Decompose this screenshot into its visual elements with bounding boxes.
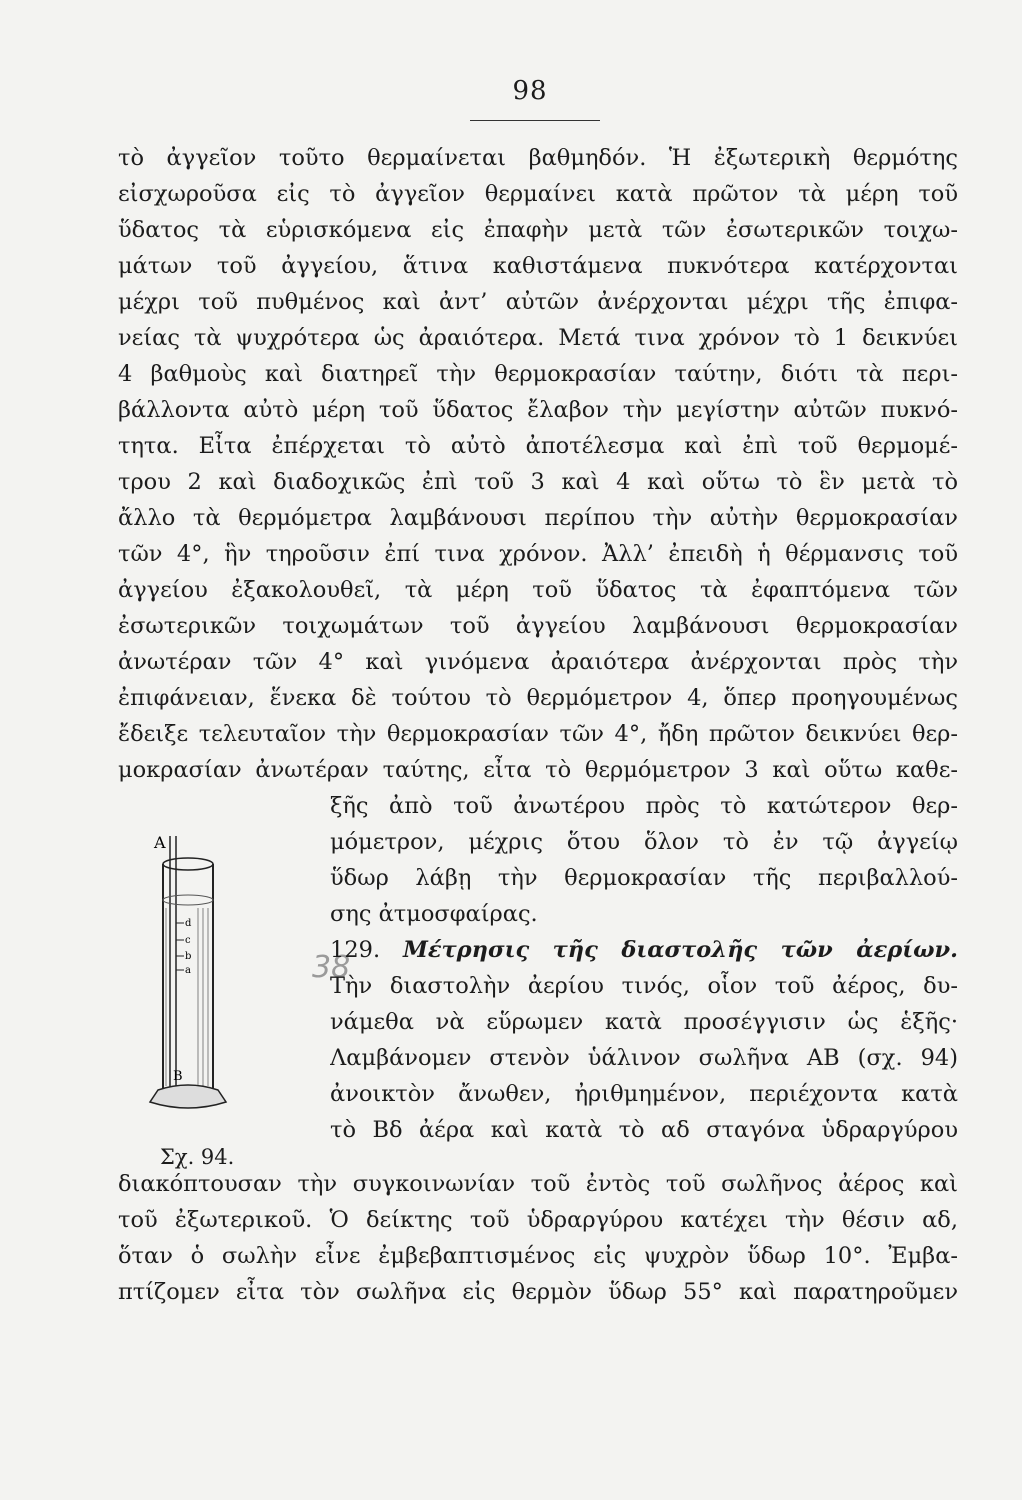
figure-caption: Σχ. 94.	[160, 1145, 235, 1169]
body-line: ἀγγείου ἐξακολουθεῖ, τὰ μέρη τοῦ ὕδατος τὰ ἐφαπτόμενα τῶν	[118, 577, 958, 603]
body-line: ὅταν ὁ σωλὴν εἶνε ἐμβεβαπτισμένος εἰς ψυχρὸν ὕδωρ 10°. Ἐμβα-	[118, 1243, 958, 1269]
body-line: βάλλοντα αὐτὸ μέρη τοῦ ὕδατος ἔλαβον τὴν μεγίστην αὐτῶν πυκνό-	[118, 397, 958, 423]
body-line: τὸ ἀγγεῖον τοῦτο θερμαίνεται βαθμηδόν. Ἡ ἐξωτερικὴ θερμότης	[118, 145, 958, 171]
body-line: ὕδατος τὰ εὑρισκόμενα εἰς ἐπαφὴν μετὰ τῶν ἐσωτερικῶν τοιχω-	[118, 217, 958, 243]
body-line: τητα. Εἶτα ἐπέρχεται τὸ αὐτὸ ἀποτέλεσμα καὶ ἐπὶ τοῦ θερμομέ-	[118, 433, 958, 459]
figure-scale-mark: b	[185, 951, 192, 962]
wrap-line: ὕδωρ λάβῃ τὴν θερμοκρασίαν τῆς περιβαλλού-	[330, 865, 958, 891]
section-line: Τὴν διαστολὴν ἀερίου τινός, οἷον τοῦ ἀέρος, δυ-	[330, 973, 958, 999]
graduated-tube-illustration	[140, 828, 260, 1128]
pencil-annotation: 38	[312, 950, 351, 985]
figure-94	[140, 828, 260, 1128]
body-line: πτίζομεν εἶτα τὸν σωλῆνα εἰς θερμὸν ὕδωρ 55° καὶ παρατηροῦμεν	[118, 1279, 958, 1305]
body-line: τῶν 4°, ἣν τηροῦσιν ἐπί τινα χρόνον. Ἀλλ’ ἐπειδὴ ἡ θέρμανσις τοῦ	[118, 541, 958, 567]
section-line: τὸ Βδ ἀέρα καὶ κατὰ τὸ αδ σταγόνα ὑδραργύρου	[330, 1117, 958, 1143]
figure-scale-mark: a	[185, 965, 191, 976]
wrap-line: ξῆς ἀπὸ τοῦ ἀνωτέρου πρὸς τὸ κατώτερον θερ-	[330, 793, 958, 819]
section-title: Μέτρησις τῆς διαστολῆς τῶν ἀερίων.	[402, 937, 958, 963]
body-line: 4 βαθμοὺς καὶ διατηρεῖ τὴν θερμοκρασίαν ταύτην, διότι τὰ περι-	[118, 361, 958, 387]
body-line: τοῦ ἐξωτερικοῦ. Ὁ δείκτης τοῦ ὑδραργύρου κατέχει τὴν θέσιν αδ,	[118, 1207, 958, 1233]
wrap-line: σης ἀτμοσφαίρας.	[330, 901, 538, 927]
figure-scale-mark: c	[185, 935, 191, 946]
wrap-line: μόμετρον, μέχρις ὅτου ὅλον τὸ ἐν τῷ ἀγγείῳ	[330, 829, 958, 855]
page-number: 98	[512, 76, 548, 106]
body-line: μέχρι τοῦ πυθμένος καὶ ἀντ’ αὐτῶν ἀνέρχονται μέχρι τῆς ἐπιφα-	[118, 289, 958, 315]
body-line: διακόπτουσαν τὴν συγκοινωνίαν τοῦ ἐντὸς τοῦ σωλῆνος ἀέρος καὶ	[118, 1171, 958, 1197]
section-heading	[330, 932, 958, 968]
body-line: τρου 2 καὶ διαδοχικῶς ἐπὶ τοῦ 3 καὶ 4 καὶ οὕτω τὸ ἓν μετὰ τὸ	[118, 469, 958, 495]
body-line: ἄλλο τὰ θερμόμετρα λαμβάνουσι περίπου τὴν αὐτὴν θερμοκρασίαν	[118, 505, 958, 531]
figure-label-b: B	[173, 1069, 183, 1084]
section-line: Λαμβάνομεν στενὸν ὑάλινον σωλῆνα ΑΒ (σχ. 94)	[330, 1045, 958, 1071]
body-line: ἐπιφάνειαν, ἕνεκα δὲ τούτου τὸ θερμόμετρον 4, ὅπερ προηγουμένως	[118, 685, 958, 711]
header-rule	[470, 120, 600, 121]
figure-scale-mark: d	[185, 918, 192, 929]
figure-label-a: A	[154, 833, 166, 852]
body-line: ἀνωτέραν τῶν 4° καὶ γινόμενα ἀραιότερα ἀνέρχονται πρὸς τὴν	[118, 649, 958, 675]
body-line: νείας τὰ ψυχρότερα ὡς ἀραιότερα. Μετά τινα χρόνον τὸ 1 δεικνύει	[118, 325, 958, 351]
body-line: μάτων τοῦ ἀγγείου, ἅτινα καθιστάμενα πυκνότερα κατέρχονται	[118, 253, 958, 279]
body-line: ἐσωτερικῶν τοιχωμάτων τοῦ ἀγγείου λαμβάνουσι θερμοκρασίαν	[118, 613, 958, 639]
section-number: 129.	[330, 937, 381, 963]
body-line: εἰσχωροῦσα εἰς τὸ ἀγγεῖον θερμαίνει κατὰ πρῶτον τὰ μέρη τοῦ	[118, 181, 958, 207]
section-line: νάμεθα νὰ εὕρωμεν κατὰ προσέγγισιν ὡς ἑξῆς·	[330, 1009, 958, 1035]
body-line: ἔδειξε τελευταῖον τὴν θερμοκρασίαν τῶν 4°, ἤδη πρῶτον δεικνύει θερ-	[118, 721, 958, 747]
body-line: μοκρασίαν ἀνωτέραν ταύτης, εἶτα τὸ θερμόμετρον 3 καὶ οὕτω καθε-	[118, 757, 958, 783]
section-line: ἀνοικτὸν ἄνωθεν, ἠριθμημένον, περιέχοντα κατὰ	[330, 1081, 958, 1107]
